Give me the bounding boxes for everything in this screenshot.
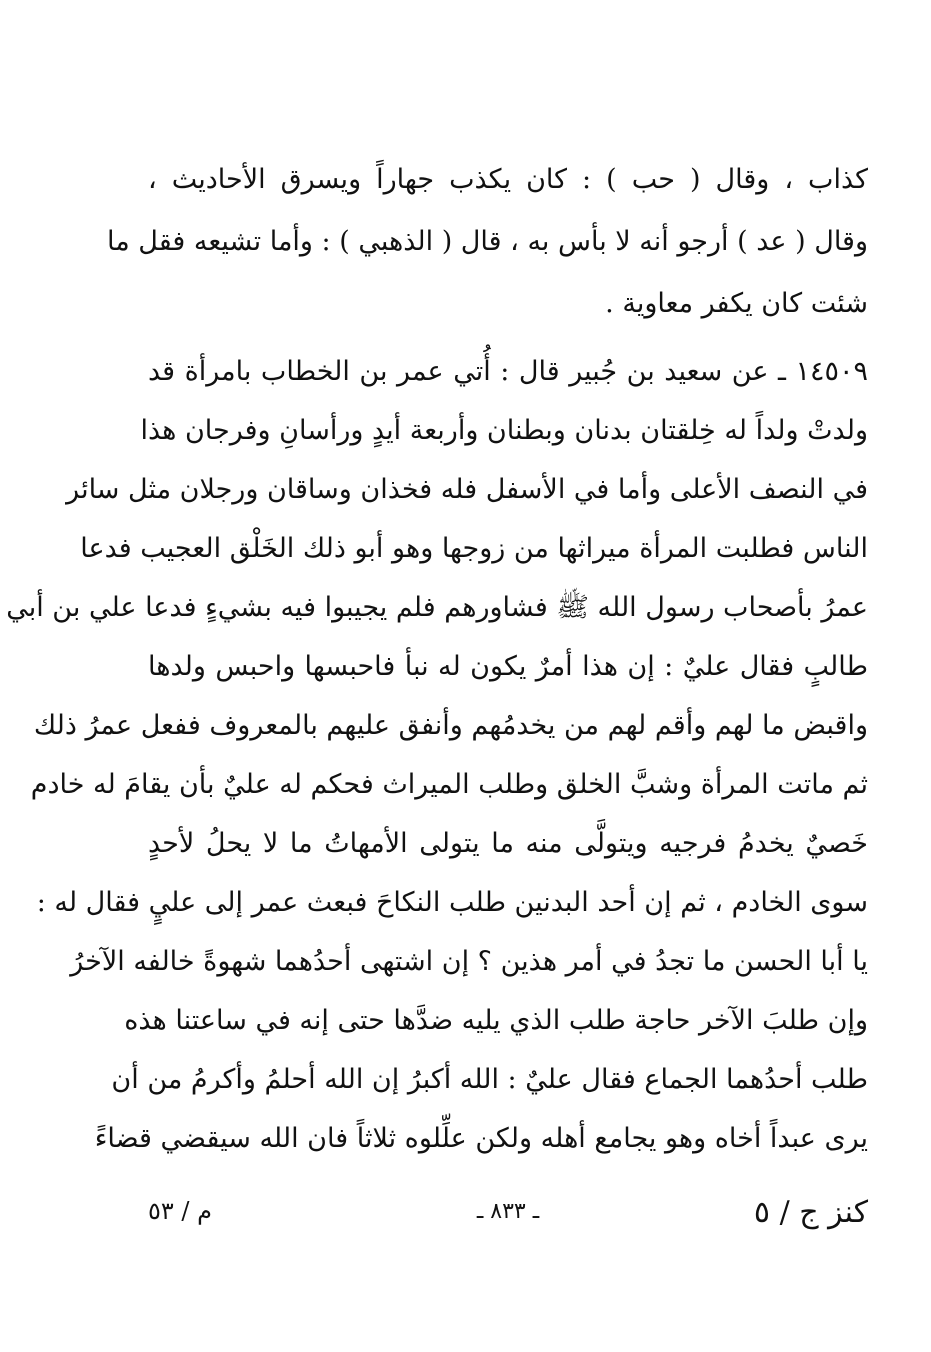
text-line: طلب أحدُهما الجماع فقال عليٌ : الله أكبرُ إن الله أحلمُ وأكرمُ من أن [111, 1064, 868, 1095]
text-line: سوى الخادم ، ثم إن أحد البدنين طلب النكاحَ فبعث عمر إلى عليٍ فقال له : [36, 887, 868, 918]
text-line: طالبٍ فقال عليٌ : إن هذا أمرٌ يكون له نبأ فاحبسها واحبس ولدها [148, 651, 868, 682]
text-line: يا أبا الحسن ما تجدُ في أمر هذين ؟ إن اشتهى أحدُهما شهوةً خالفه الآخرُ [70, 946, 868, 977]
text-line: ثم ماتت المرأة وشبَّ الخلق وطلب الميراث فحكم له عليٌ بأن يقامَ له خادم [30, 769, 868, 800]
text-line: عمرُ بأصحاب رسول الله ﷺ فشاورهم فلم يجيبوا فيه بشيءٍ فدعا علي بن أبي [6, 592, 868, 623]
text-line: في النصف الأعلى وأما في الأسفل فله فخذان وساقان ورجلان مثل سائر [66, 474, 868, 505]
paragraph-2 [6, 342, 868, 1182]
text-line: الناس فطلبت المرأة ميراثها من زوجها وهو أبو ذلك الخَلْق العجيب فدعا [80, 533, 868, 564]
signature-mark: م / ٥٣ [148, 1197, 212, 1225]
text-line: يرى عبداً أخاه وهو يجامع أهله ولكن علِّلوه ثلاثاً فان الله سيقضي قضاءً [94, 1123, 868, 1154]
text-line: ١٤٥٠٩ ـ عن سعيد بن جُبير قال : أُتي عمر بن الخطاب بامرأة قد [148, 356, 868, 387]
volume-label: كنز ج / ٥ [753, 1195, 868, 1230]
text-line: وقال ( عد ) أرجو أنه لا بأس به ، قال ( الذهبي ) : وأما تشيعه فقل ما [107, 226, 868, 257]
text-line: شئت كان يكفر معاوية . [605, 288, 868, 319]
text-line: ولدتْ ولداً له خِلقتان بدنان وبطنان وأربعة أيدٍ ورأسانِ وفرجان هذا [140, 415, 868, 446]
text-line: خَصيٌ يخدمُ فرجيه ويتولَّى منه ما يتولى الأمهاتُ ما لا يحلُ لأحدٍ [148, 828, 868, 859]
page-number: ـ ٨٣٣ ـ [476, 1199, 540, 1224]
text-line: واقبض ما لهم وأقم لهم من يخدمُهم وأنفق عليهم بالمعروف ففعل عمرُ ذلك [33, 710, 868, 741]
text-line: وإن طلبَ الآخر حاجة طلب الذي يليه ضدَّها حتى إنه في ساعتنا هذه [124, 1005, 868, 1036]
paragraph-1 [107, 150, 868, 330]
text-line: كذاب ، وقال ( حب ) : كان يكذب جهاراً ويسرق الأحاديث ، [148, 164, 868, 195]
page-footer [148, 1195, 868, 1245]
